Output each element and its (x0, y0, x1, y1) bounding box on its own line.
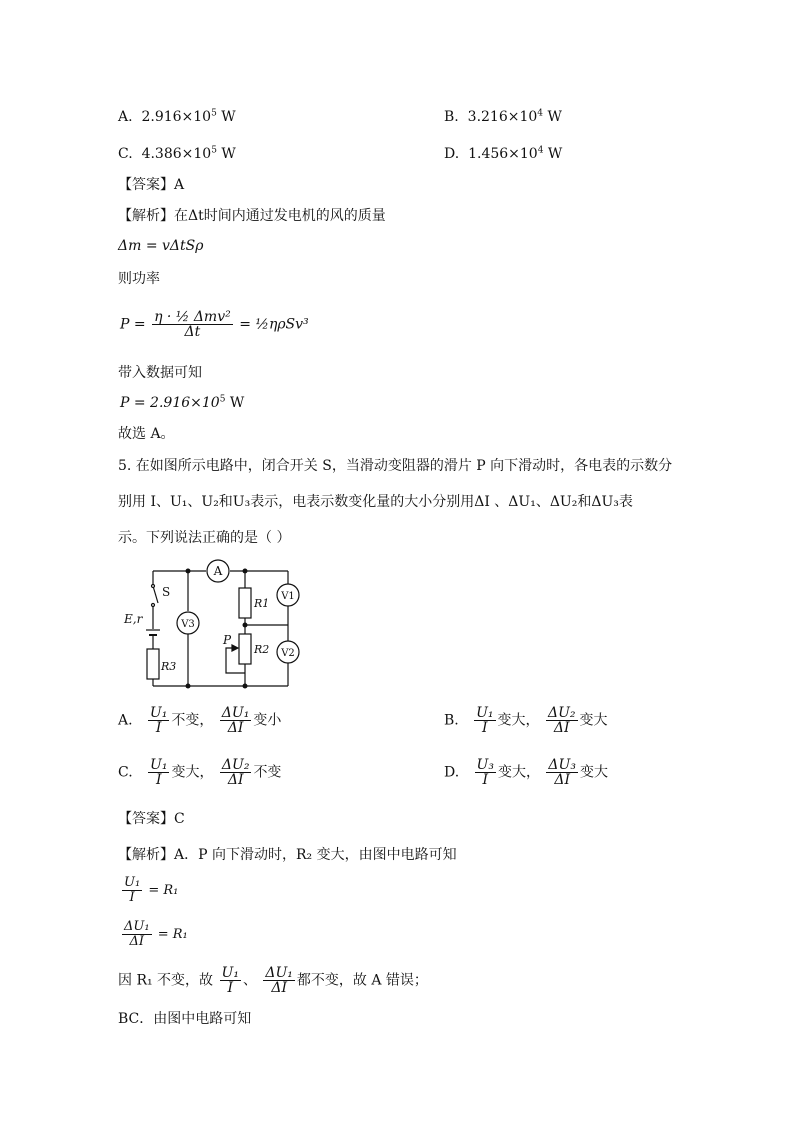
q5-eq1: $\frac{\text{U₁}}{I}$ = R₁ (124, 875, 179, 905)
q4-analysis-line1: 【解析】在Δt时间内通过发电机的风的质量 (118, 208, 386, 224)
q4-eq-mass: Δm = vΔtSρ (118, 238, 204, 254)
ammeter-label: A (213, 564, 223, 578)
v2-label: V2 (281, 648, 295, 659)
q4-substitute: 带入数据可知 (118, 365, 202, 381)
circuit-diagram (118, 558, 318, 693)
q5-stem-line2: 别用 I、U₁、U₂和U₃表示，电表示数变化量的大小分别用ΔI 、ΔU₁、ΔU₂和ΔU₃表 (118, 494, 633, 510)
q4-result: $P = 2.916\times 10^5$ W (120, 394, 245, 411)
r1-resistor (239, 588, 251, 618)
q5-stem-line3: 示。下列说法正确的是（ ） (118, 530, 291, 546)
source-label: E,r (124, 612, 143, 626)
q5-option-a: A. $\frac{\text{U₁}}{I}$ 不变， $\frac{\text{ΔU₁}}{\Delta I}$ 变小 (118, 705, 282, 736)
switch-blade (153, 586, 158, 603)
v3-label: V3 (181, 619, 195, 630)
q5-eq2: $\frac{\text{ΔU₁}}{\Delta I}$ = R₁ (124, 919, 188, 949)
q4-option-a: A. $2.916\times 10^5$ W (118, 108, 236, 125)
q5-analysis-line1: 【解析】A．P 向下滑动时，R₂ 变大，由图中电路可知 (118, 847, 457, 863)
q4-option-b: B. $3.216\times 10^4$ W (444, 108, 562, 125)
q4-eq-power: P = $\frac{\text{η · ½ Δmv²}}{\Delta t}$ = ½ηρSv³ (120, 309, 309, 340)
r3-resistor (147, 649, 159, 679)
q5-bc-line: BC．由图中电路可知 (118, 1011, 252, 1027)
switch-label: S (162, 585, 171, 599)
v1-label: V1 (281, 591, 295, 602)
r2-resistor (239, 634, 251, 664)
q4-answer: 【答案】A (118, 177, 185, 193)
q5-option-b: B. $\frac{\text{U₁}}{I}$ 变大， $\frac{\text{ΔU₂}}{\Delta I}$ 变大 (444, 705, 608, 736)
q5-stem-line1: 5. 在如图所示电路中，闭合开关 S，当滑动变阻器的滑片 P 向下滑动时，各电表的示数分 (118, 458, 673, 474)
q4-choose: 故选 A。 (118, 426, 175, 442)
q4-power-label: 则功率 (118, 271, 160, 287)
q5-answer: 【答案】C (118, 811, 185, 827)
r3-label: R3 (161, 660, 177, 673)
q4-option-c: C. $4.386\times 10^5$ W (118, 145, 236, 162)
r1-label: R1 (254, 597, 270, 610)
q5-option-d: D. $\frac{\text{U₃}}{I}$ 变大， $\frac{\text{ΔU₃}}{\Delta I}$ 变大 (444, 757, 608, 788)
r2-label: R2 (254, 643, 270, 656)
slider-label: P (223, 633, 232, 647)
q4-option-d: D. $1.456\times 10^4$ W (444, 145, 563, 162)
q5-option-c: C. $\frac{\text{U₁}}{I}$ 变大， $\frac{\text{ΔU₂}}{\Delta I}$ 不变 (118, 757, 282, 788)
q5-conclusion-a: 因 R₁ 不变，故 $\frac{\text{U₁}}{I}$ 、 $\frac{\text{ΔU₁}}{\Delta I}$ 都不变，故 A 错误； (118, 965, 428, 996)
